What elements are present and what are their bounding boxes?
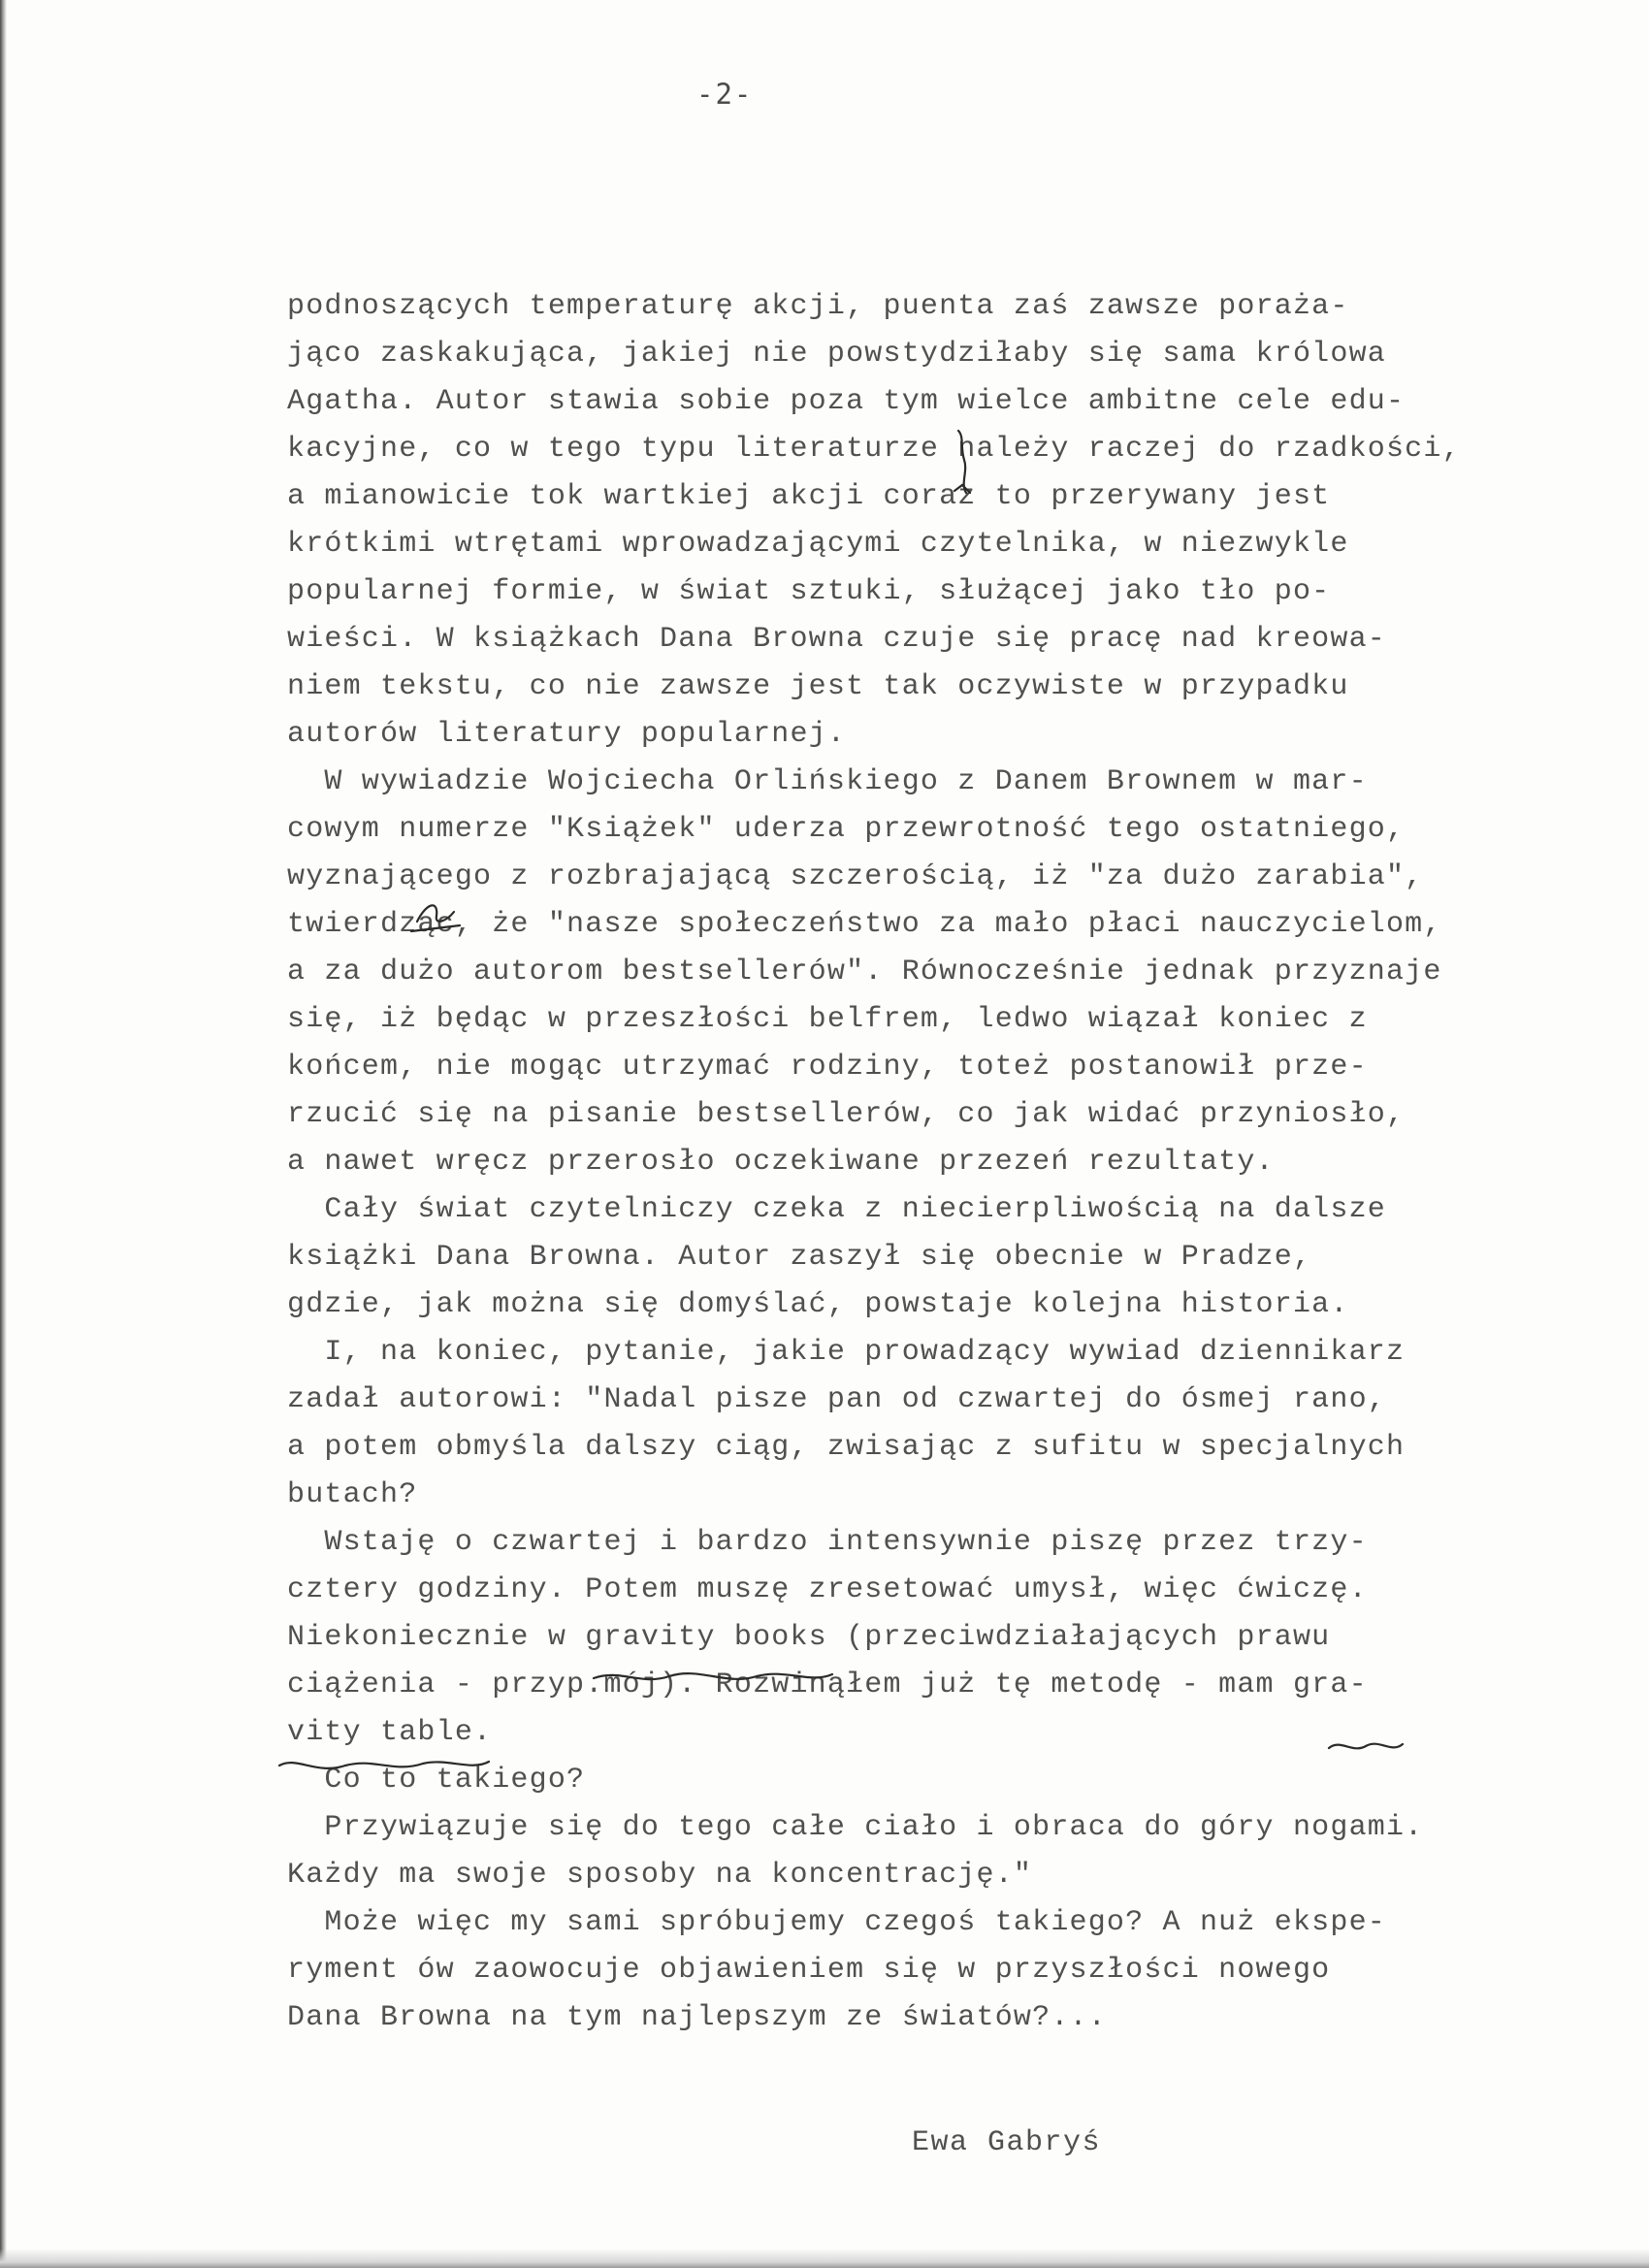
text-line: jąco zaskakująca, jakiej nie powstydziłaby się sama królowa: [287, 338, 1386, 371]
text-line: krótkimi wtrętami wprowadzającymi czytelnika, w niezwykle: [287, 528, 1349, 561]
text-line: a za dużo autorom bestsellerów". Równocześnie jednak przyznaje: [287, 956, 1442, 988]
text-line: popularnej formie, w świat sztuki, służącej jako tło po-: [287, 575, 1331, 608]
text-line: I, na koniec, pytanie, jakie prowadzący wywiad dziennikarz: [287, 1336, 1406, 1369]
text-line: a nawet wręcz przerosło oczekiwane przezeń rezultaty.: [287, 1146, 1275, 1179]
text-line: niem tekstu, co nie zawsze jest tak oczywiste w przypadku: [287, 670, 1349, 703]
page-number: -2-: [696, 78, 754, 111]
text-line: Niekoniecznie w gravity books (przeciwdziałających prawu: [287, 1621, 1331, 1654]
text-line: końcem, nie mogąc utrzymać rodziny, toteż postanowił prze-: [287, 1051, 1368, 1084]
scan-bottom-edge: [0, 2249, 1649, 2268]
text-line: rzucić się na pisanie bestsellerów, co jak widać przyniosło,: [287, 1098, 1406, 1131]
text-line: się, iż będąc w przeszłości belfrem, ledwo wiązał koniec z: [287, 1003, 1368, 1036]
text-line: autorów literatury popularnej.: [287, 718, 847, 751]
article-body: [287, 283, 1548, 2042]
text-line: Dana Browna na tym najlepszym ze światów?...: [287, 2001, 1107, 2034]
text-line: podnoszących temperaturę akcji, puenta zaś zawsze poraża-: [287, 290, 1349, 323]
text-line: Cały świat czytelniczy czeka z niecierpliwością na dalsze: [287, 1193, 1386, 1226]
text-line: ryment ów zaowocuje objawieniem się w przyszłości nowego: [287, 1954, 1331, 1987]
text-line: wieści. W książkach Dana Browna czuje się pracę nad kreowa-: [287, 623, 1386, 656]
text-line: wyznającego z rozbrajającą szczerością, iż "za dużo zarabia",: [287, 860, 1424, 893]
text-line: Może więc my sami spróbujemy czegoś takiego? A nuż ekspe-: [287, 1906, 1386, 1939]
correction-scribble-mark: [407, 892, 466, 937]
text-line: ciążenia - przyp.mój). Rozwinąłem już tę metodę - mam gra-: [287, 1669, 1368, 1701]
text-line: zadał autorowi: "Nadal pisze pan od czwartej do ósmej rano,: [287, 1383, 1386, 1416]
text-line: cowym numerze "Książek" uderza przewrotność tego ostatniego,: [287, 813, 1406, 846]
text-line: a mianowicie tok wartkiej akcji coraz to przerywany jest: [287, 480, 1331, 513]
text-line: cztery godziny. Potem muszę zresetować umysł, więc ćwiczę.: [287, 1573, 1368, 1606]
text-line: Co to takiego?: [287, 1764, 586, 1797]
text-line: Przywiązuje się do tego całe ciało i obraca do góry nogami.: [287, 1811, 1424, 1844]
text-line: W wywiadzie Wojciecha Orlińskiego z Danem Brownem w mar-: [287, 765, 1368, 798]
text-line: butach?: [287, 1478, 418, 1511]
scan-left-edge-shadow: [0, 0, 7, 2268]
text-line: vity table.: [287, 1716, 493, 1749]
text-line: Wstaję o czwartej i bardzo intensywnie piszę przez trzy-: [287, 1526, 1368, 1559]
underline-gra-mark: [1327, 1736, 1405, 1756]
text-line: twierdząc, że "nasze społeczeństwo za mało płaci nauczycielom,: [287, 908, 1442, 941]
text-line: Każdy ma swoje sposoby na koncentrację.": [287, 1859, 1033, 1892]
text-line: gdzie, jak można się domyślać, powstaje kolejna historia.: [287, 1288, 1349, 1321]
text-line: kacyjne, co w tego typu literaturze należy raczej do rzadkości,: [287, 433, 1461, 466]
text-line: książki Dana Browna. Autor zaszył się obecnie w Pradze,: [287, 1241, 1312, 1274]
insertion-mark: [951, 427, 980, 497]
author-signature: Ewa Gabryś: [912, 2126, 1102, 2159]
underline-gravity-table-mark: [277, 1754, 491, 1777]
underline-gravity-books-mark: [592, 1665, 834, 1688]
text-line: a potem obmyśla dalszy ciąg, zwisając z sufitu w specjalnych: [287, 1431, 1406, 1464]
text-line: Agatha. Autor stawia sobie poza tym wielce ambitne cele edu-: [287, 385, 1406, 418]
